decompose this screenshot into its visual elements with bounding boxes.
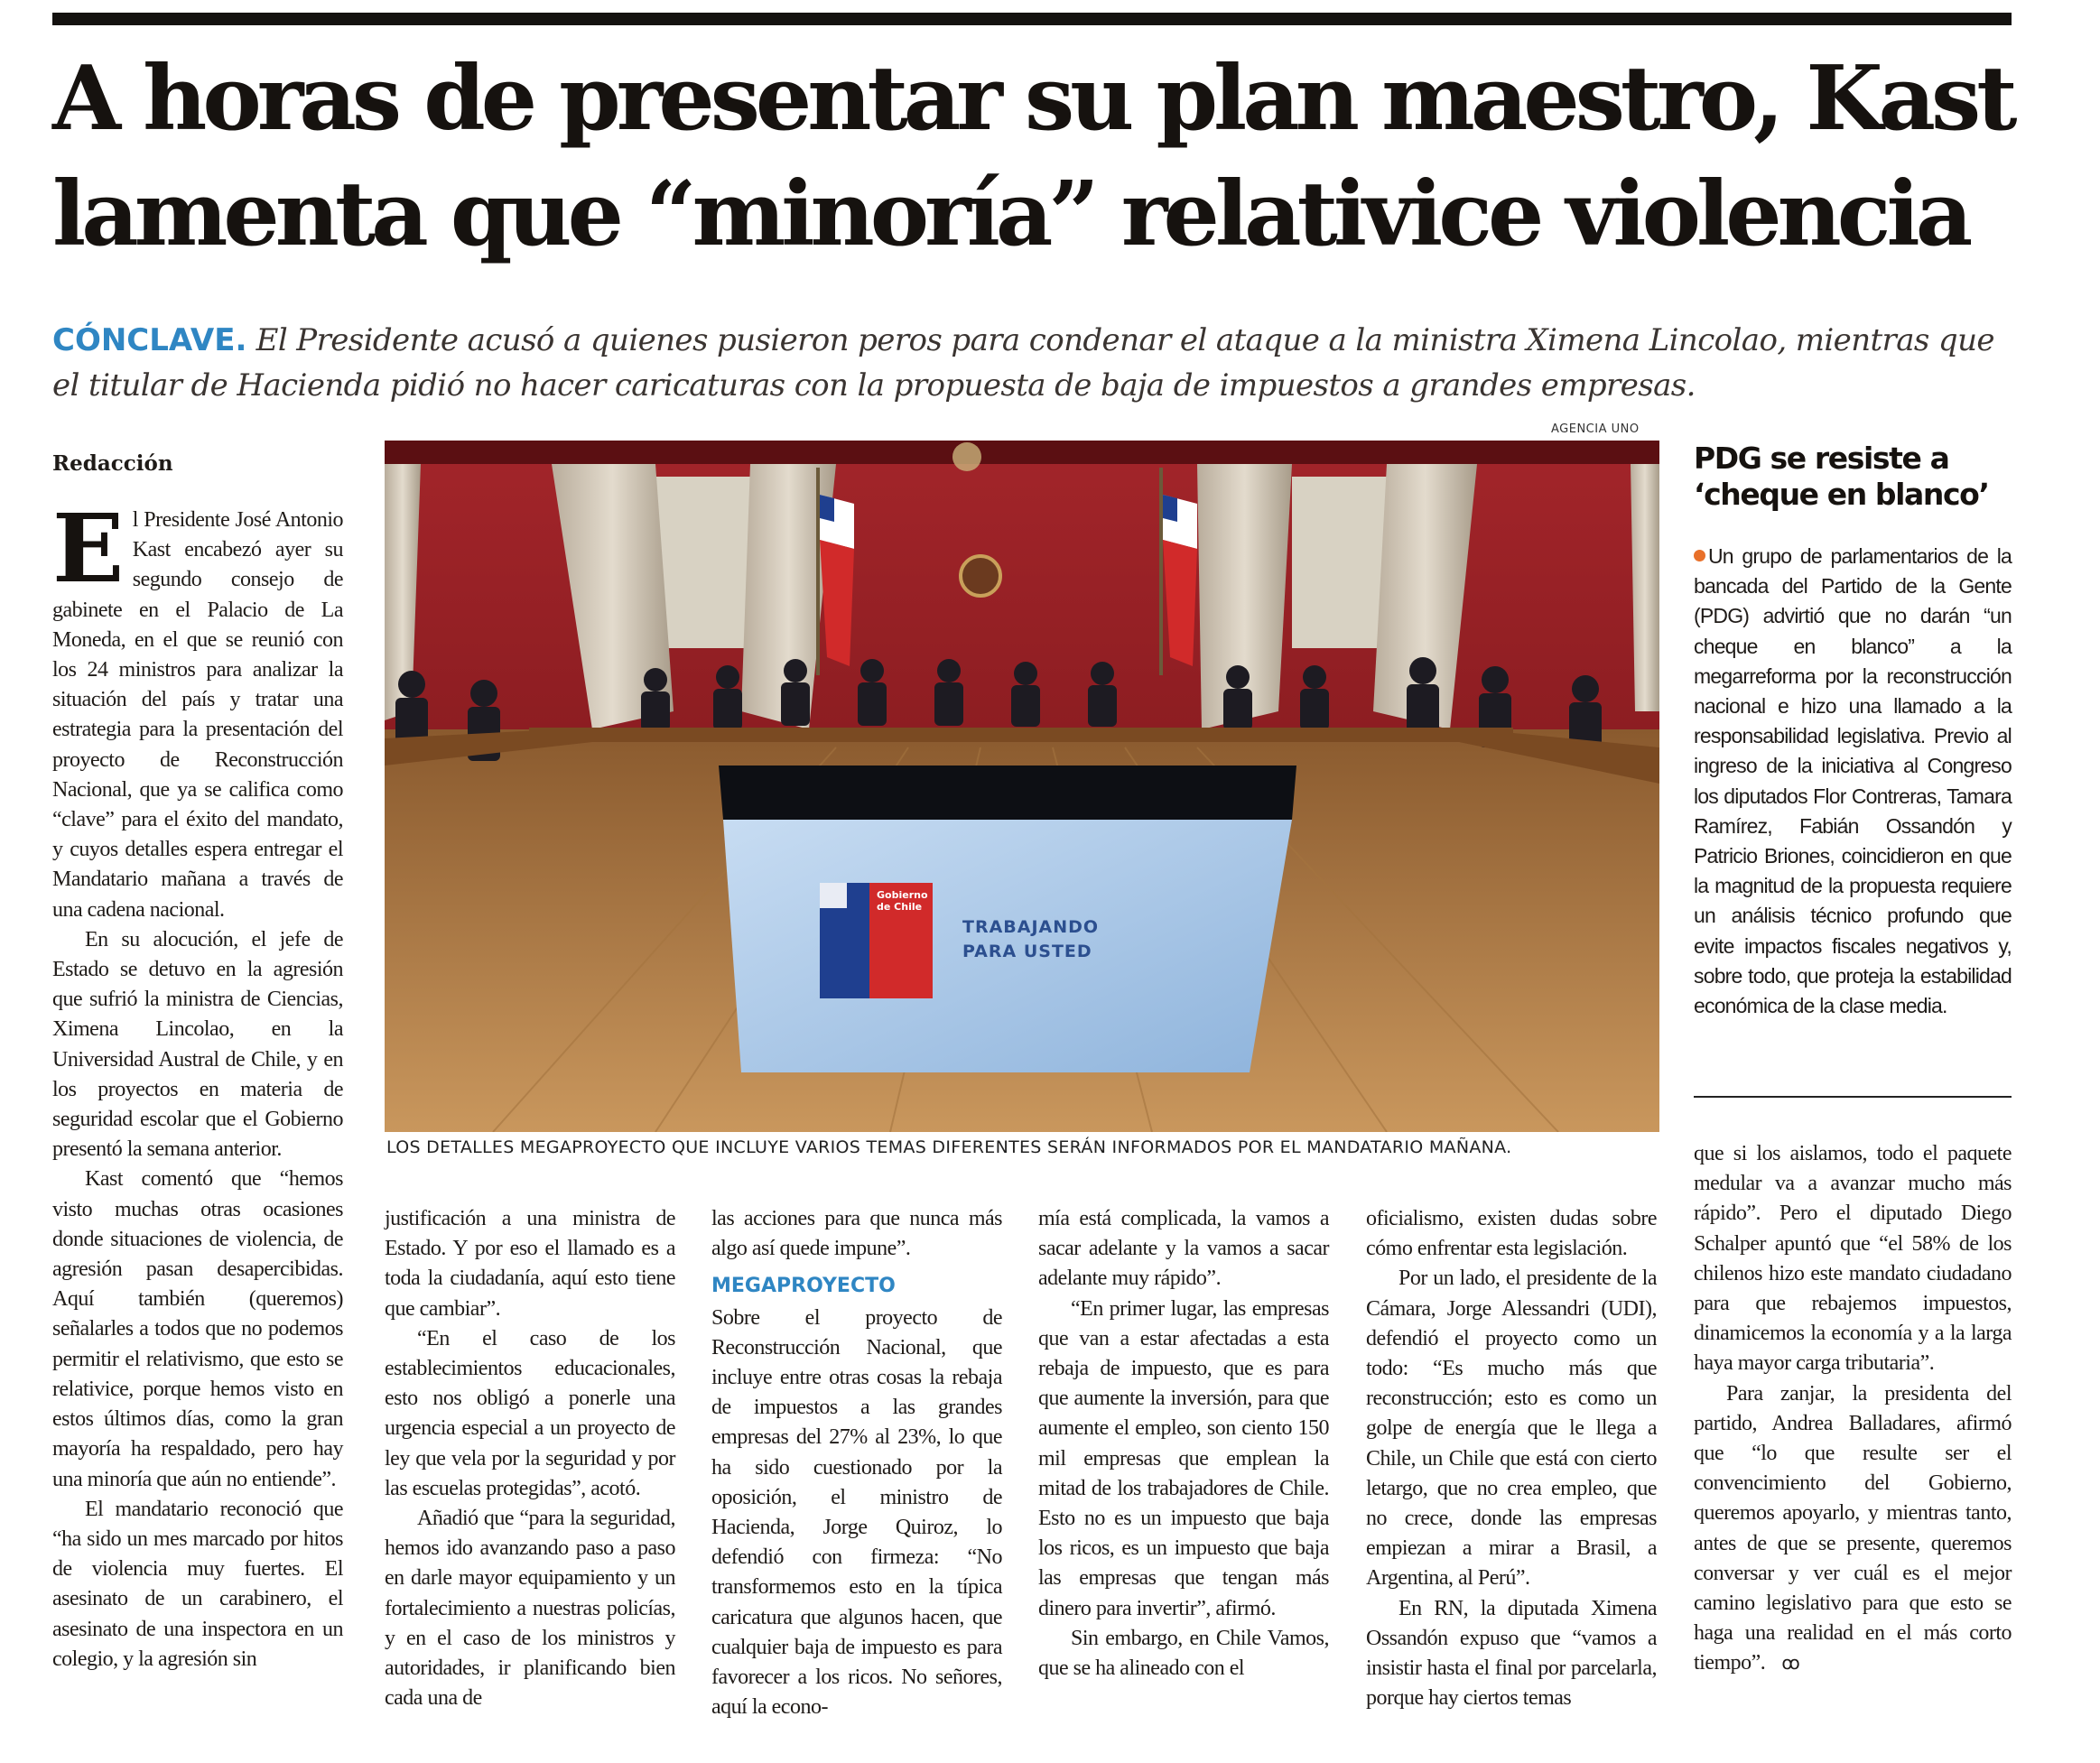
column-4 xyxy=(1038,1204,1329,1684)
paragraph: El mandatario reconoció que “ha sido un mes marcado por hitos de violencia muy fuertes. El asesinato de un carabinero, el asesinato de una inspectora en un colegio, y la agresión sin xyxy=(52,1497,343,1671)
newspaper-page xyxy=(52,0,2012,1763)
screen-logo-text: Gobierno de Chile xyxy=(877,889,928,913)
screen-line-1: TRABAJANDO xyxy=(962,917,1100,937)
column-2 xyxy=(385,1204,675,1713)
top-rule xyxy=(52,13,2012,25)
paragraph: Añadió que “para la seguridad, hemos ido avanzando paso a paso en darle mayor equipamiento y un fortalecimiento a nuestras policías, y en el caso de los ministros y autoridades, ir planificando bien cada una de xyxy=(385,1507,675,1711)
column-6 xyxy=(1694,1139,2012,1679)
paragraph: Sobre el proyecto de Reconstrucción Nacional, que incluye entre otras cosas la rebaja de impuestos a las grandes empresas del 27% al 23%, lo que ha sido cuestionado por la oposición, el ministro de Hacienda, Jorge Quiroz, lo defendió con firmeza: “No transformemos esto en la típica caricatura que algunos hacen, que cualquier baja de impuesto es para favorecer a los ricos. No señores, aquí la econo- xyxy=(711,1305,1002,1720)
deck-text: El Presidente acusó a quienes pusieron peros para condenar el ataque a la ministra Ximena Lincolao, mientras que el titular de Hacienda pidió no hacer caricaturas con la propuesta de baja de impuestos a grandes empresas. xyxy=(52,322,1994,404)
paragraph: oficialismo, existen dudas sobre cómo enfrentar esta legislación. xyxy=(1366,1207,1657,1261)
bullet-icon xyxy=(1694,550,1705,561)
paragraph: En su alocución, el jefe de Estado se detuvo en la agresión que sufrió la ministra de Ciencias, Ximena Lincolao, en la Universidad Austral de Chile, y en los proyectos en materia de seguridad escolar que el Gobierno presentó la semana anterior. xyxy=(52,927,343,1162)
sidebar-title: PDG se resiste a ‘cheque en blanco’ xyxy=(1694,441,1989,512)
paragraph: Para zanjar, la presidenta del partido, Andrea Balladares, afirmó que “lo que resulte ser el convencimiento del Gobierno, queremos apoyarlo, y mientras tanto, antes de que se presente, queremos conversar y ver cuál es el mejor camino legislativo para que esto se haga una realidad en el más corto tiempo”. ꝏ xyxy=(1694,1381,2012,1675)
screen-line-2: PARA USTED xyxy=(962,942,1092,961)
photo-credit: AGENCIA UNO xyxy=(1551,422,1640,436)
photo-illustration xyxy=(385,441,1659,1132)
paragraph: justificación a una ministra de Estado. Y por eso el llamado es a toda la ciudadanía, aquí esto tiene que cambiar”. xyxy=(385,1207,675,1321)
deck xyxy=(52,318,2012,408)
headline-line-2: lamenta que “minoría” relativice violencia xyxy=(52,162,1969,266)
paragraph: El Presidente José Antonio Kast encabezó ayer su segundo consejo de gabinete en el Palacio de La Moneda, en el que se reunió con los 24 ministros para analizar la situación del país y tratar una estrategia para la presentación del proyecto de Reconstrucción Nacional, que ya se califica como “clave” para el éxito del mandato, y cuyos detalles espera entregar el Mandatario mañana a través de una cadena nacional. xyxy=(52,493,343,922)
column-1 xyxy=(52,493,343,1675)
paragraph: mía está complicada, la vamos a sacar adelante y la vamos a sacar adelante muy rápido”. xyxy=(1038,1207,1329,1291)
byline: Redacción xyxy=(52,451,173,476)
cabinet-meeting-photo xyxy=(385,441,1659,1132)
photo-caption: LOS DETALLES MEGAPROYECTO QUE INCLUYE VARIOS TEMAS DIFERENTES SERÁN INFORMADOS POR EL MANDATARIO MAÑANA. xyxy=(386,1137,1512,1157)
column-3 xyxy=(711,1204,1002,1722)
headline xyxy=(52,42,2012,273)
sidebar-rule xyxy=(1694,1096,2012,1098)
paragraph: “En el caso de los establecimientos educacionales, esto nos obligó a ponerle una urgencia especial a un proyecto de ley que vela por la seguridad y por las escuelas protegidas”, acotó. xyxy=(385,1326,675,1500)
headline-line-1: A horas de presentar su plan maestro, Kast xyxy=(52,47,2013,151)
deck-kicker: CÓNCLAVE. xyxy=(52,322,247,358)
sidebar-body: Un grupo de parlamentarios de la bancada del Partido de la Gente (PDG) advirtió que no darán “un cheque en blanco” a la megarreforma por la reconstrucción nacional e hizo una llamado a la responsabilidad legislativa. Previo al ingreso de la iniciativa al Congreso los diputados Flor Contreras, Tamara Ramírez, Fabián Ossandón y Patricio Briones, coincidieron en que la magnitud de la propuesta requiere un análisis técnico profundo que evite impactos fiscales negativos y, sobre todo, que proteja la estabilidad económica de la clase media. xyxy=(1694,544,2012,1018)
paragraph: las acciones para que nunca más algo así quede impune”. xyxy=(711,1207,1002,1261)
paragraph: “En primer lugar, las empresas que van a estar afectadas a esta rebaja de impuesto, que es para que aumente la inversión, para que aumente el empleo, son ciento 150 mil empresas que emplean la mitad de los trabajadores de Chile. Esto no es un impuesto que baja los ricos, es un impuesto que baja las empresas que tengan más dinero para invertir”, afirmó. xyxy=(1038,1296,1329,1620)
paragraph: Kast comentó que “hemos visto muchas otras ocasiones donde situaciones de violencia, de agresión pasan desapercibidas. Aquí también (queremos) señalarles a todos que no podemos permitir el relativismo, que esto se relativice, porque hemos visto en estos últimos días, como la gran mayoría ha respaldado, pero hay una minoría que aún no entiende”. xyxy=(52,1167,343,1491)
column-5 xyxy=(1366,1204,1657,1713)
end-mark-icon: ꝏ xyxy=(1781,1652,1800,1675)
paragraph: que si los aislamos, todo el paquete medular va a avanzar mucho más rápido”. Pero el diputado Diego Schalper apuntó que “el 58% de los chilenos hizo este mandato ciudadano para que rebajemos impuestos, dinamicemos la economía y a la larga haya mayor carga tributaria”. xyxy=(1694,1142,2012,1376)
paragraph: En RN, la diputada Ximena Ossandón expuso que “vamos a insistir hasta el final por parcelarla, porque hay ciertos temas xyxy=(1366,1596,1657,1711)
dropcap: E xyxy=(52,493,124,604)
paragraph: Sin embargo, en Chile Vamos, que se ha alineado con el xyxy=(1038,1626,1329,1681)
subhead-megaproyecto: MEGAPROYECTO xyxy=(711,1275,896,1298)
paragraph: Por un lado, el presidente de la Cámara, Jorge Alessandri (UDI), defendió el proyecto como un todo: “Es mucho más que reconstrucción; esto es como un golpe de energía que le llega a Chile, un Chile que está con cierto letargo, que no crea empleo, que no crece, donde las empresas empiezan a mirar a Brasil, a Argentina, al Perú”. xyxy=(1366,1267,1657,1591)
